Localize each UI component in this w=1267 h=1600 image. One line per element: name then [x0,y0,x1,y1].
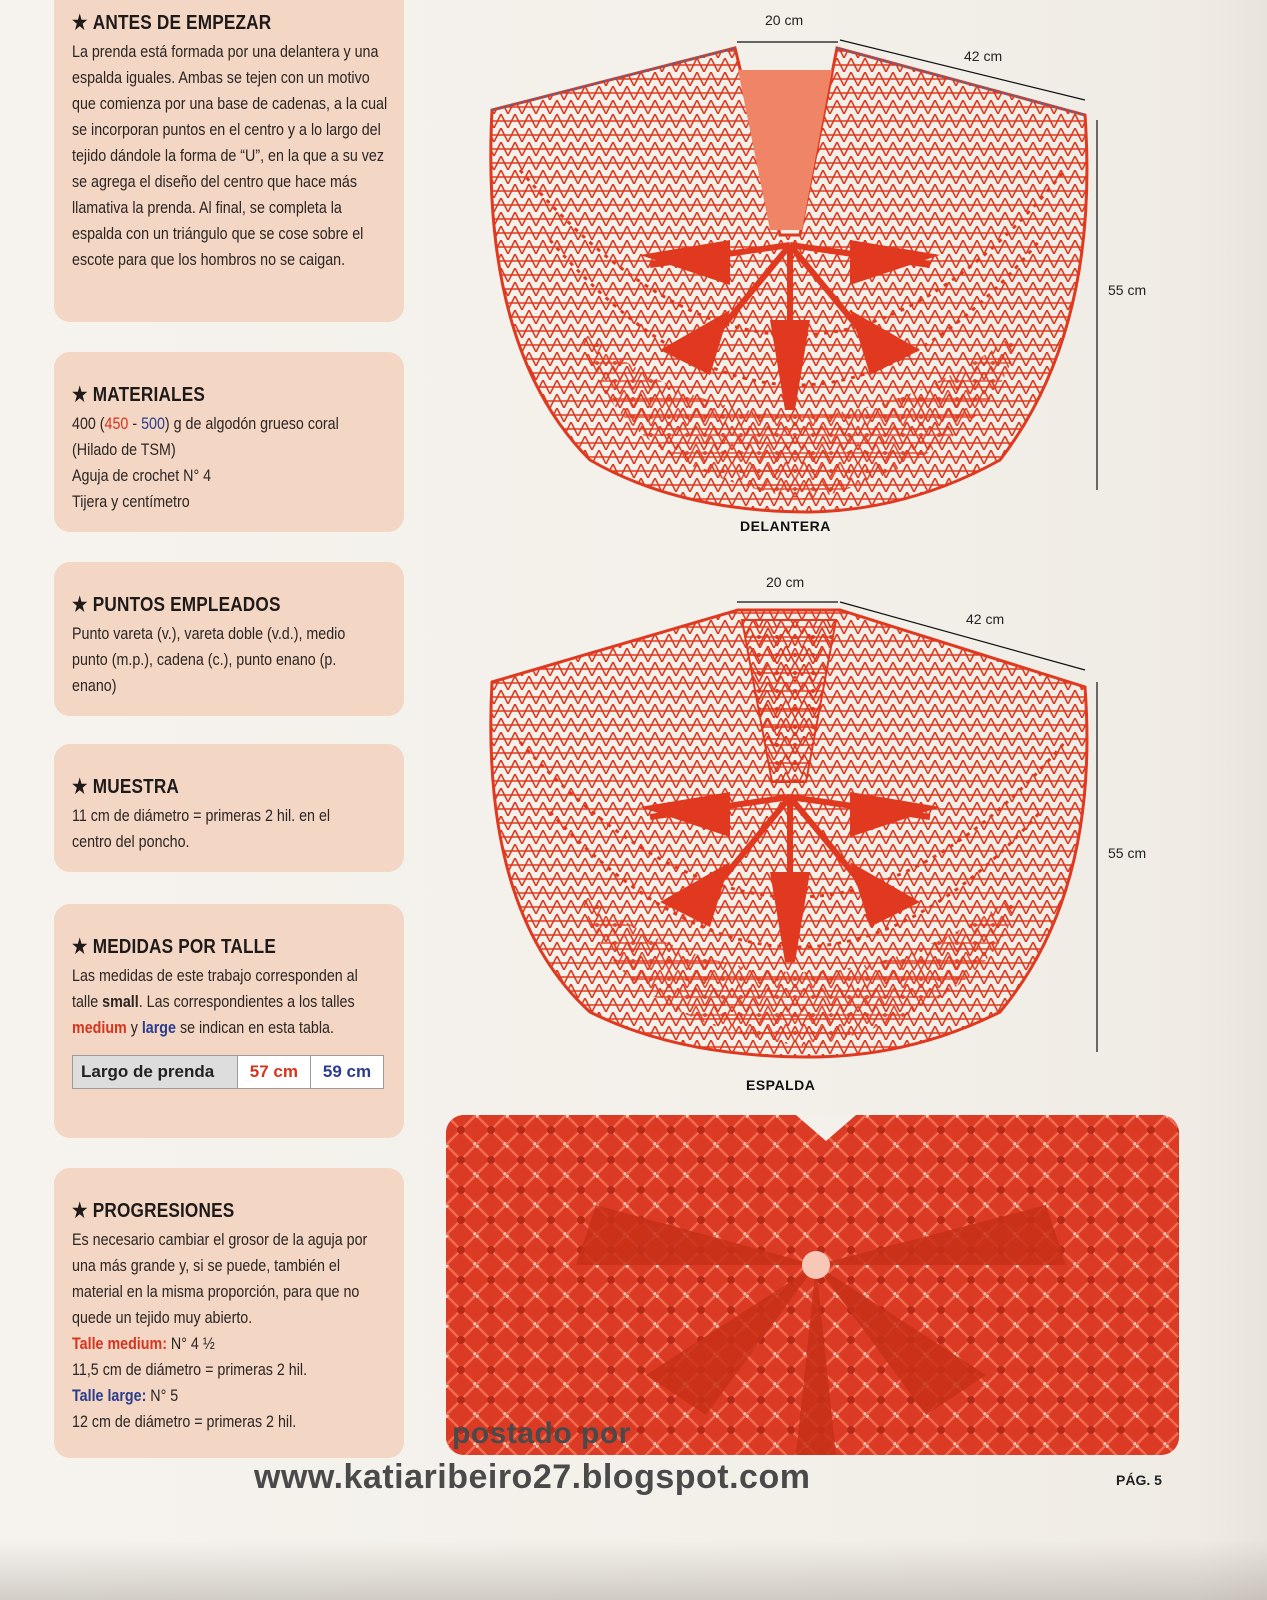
front-shoulder-dim: 42 cm [964,48,1003,64]
muestra-box [54,744,404,872]
progresiones-box [54,1168,404,1458]
progresiones-body: Es necesario cambiar el grosor de la aguja por una más grande y, si se puede, también el material en la misma proporción, para que no quede un tejido muy abierto. Talle medium: N° 4 ½ 11,5 cm de diámetro = primeras 2 hil. Talle large: N° 5 12 cm de diámetro = primeras 2 hil. [72,1230,368,1431]
muestra-body: 11 cm de diámetro = primeras 2 hil. en el centro del poncho. [72,806,331,851]
materiales-box [54,352,404,532]
size-table-label: Largo de prenda [73,1056,238,1088]
antes-body: La prenda está formada por una delantera y una espalda iguales. Ambas se tejen con un motivo que comienza por una base de cadenas, a la cual se incorporan puntos en el centro y a lo largo del tejido dándole la forma de “U”, en la que a su vez se agrega el diseño del centro que hace más llamativa la prenda. Al final, se completa la espalda con un triángulo que se cose sobre el escote para que los hombros no se caigan. [72,42,388,269]
materiales-body: 400 (450 - 500) g de algodón grueso coral (Hilado de TSM) Aguja de crochet N° 4 Tijera y centímetro [72,414,339,511]
back-neck-dim: 20 cm [766,574,805,590]
watermark-url[interactable]: www.katiaribeiro27.blogspot.com [254,1458,811,1496]
back-shoulder-dim: 42 cm [966,611,1005,627]
size-table-medium: 57 cm [238,1056,311,1088]
medidas-title: ★ MEDIDAS POR TALLE [72,936,276,958]
watermark-posted-by: postado por [452,1417,631,1450]
size-table [72,1055,384,1089]
materiales-title: ★ MATERIALES [72,384,206,406]
crochet-photo-texture [446,1115,1179,1455]
antes-title: ★ ANTES DE EMPEZAR [72,12,272,34]
front-diagram [480,30,1120,530]
page-number: PÁG. 5 [1116,1472,1162,1488]
star-icon: ★ [72,776,88,798]
star-icon: ★ [72,12,88,34]
front-caption: DELANTERA [740,518,831,534]
front-length-dim: 55 cm [1108,282,1147,298]
front-neck-dim: 20 cm [765,12,804,28]
star-icon: ★ [72,936,88,958]
progresiones-title: ★ PROGRESIONES [72,1200,235,1222]
back-caption: ESPALDA [746,1077,816,1093]
bottom-shadow [0,1540,1267,1600]
star-icon: ★ [72,594,88,616]
antes-de-empezar-box [54,0,404,322]
muestra-title: ★ MUESTRA [72,776,180,798]
medidas-box [54,904,404,1138]
medidas-body: Las medidas de este trabajo corresponden al talle small. Las correspondientes a los talles medium y large se indican en esta tabla. [72,966,358,1037]
page-edge-shadow [1197,0,1267,1600]
back-diagram [480,592,1120,1072]
puntos-box [54,562,404,716]
puntos-title: ★ PUNTOS EMPLEADOS [72,594,281,616]
back-length-dim: 55 cm [1108,845,1147,861]
crochet-photo [446,1115,1179,1455]
star-icon: ★ [72,1200,88,1222]
puntos-body: Punto vareta (v.), vareta doble (v.d.), medio punto (m.p.), cadena (c.), punto enano (p. enano) [72,624,346,695]
star-icon: ★ [72,384,88,406]
size-table-large: 59 cm [322,1062,372,1081]
